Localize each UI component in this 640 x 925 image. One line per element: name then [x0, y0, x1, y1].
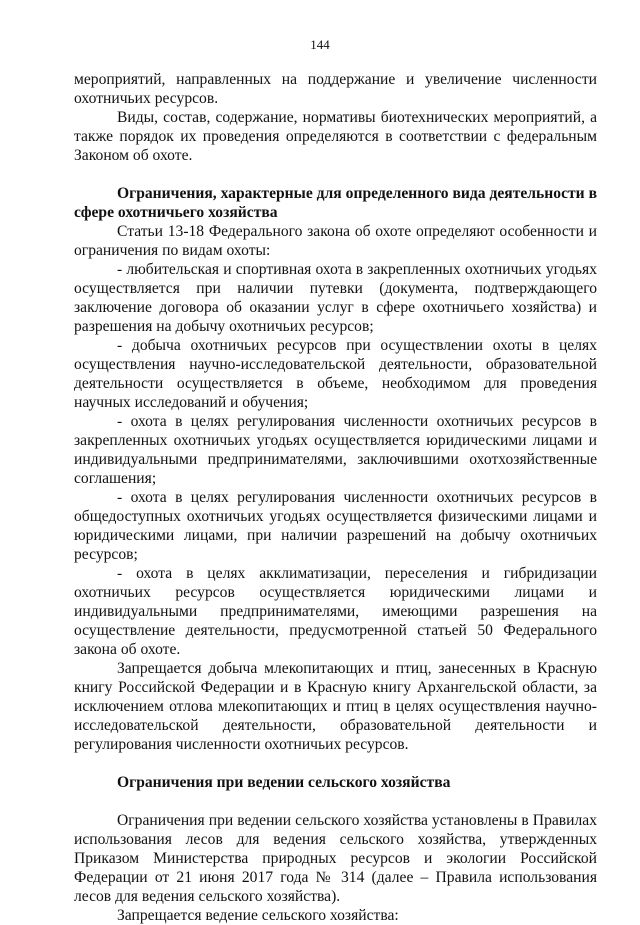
- paragraph-continuation: мероприятий, направленных на поддержание и увеличение численности охотничьих ресурсов.: [74, 71, 597, 107]
- section-heading-agriculture: Ограничения при ведении сельского хозяйства: [117, 774, 451, 791]
- list-item-amateur-hunting: - любительская и спортивная охота в закрепленных охотничьих угодьях осуществляется при наличии путевки (документа, подтверждающего заключение договора об оказании услуг в сфере охотничьего хозяйства) и разрешения на добычу охотничьих ресурсов;: [74, 261, 597, 335]
- paragraph-biotech: Виды, состав, содержание, нормативы биотехнических мероприятий, а также порядок их проведения определяются в соответствии с федеральным Законом об охоте.: [74, 109, 597, 164]
- list-item-regulation-fixed: - охота в целях регулирования численности охотничьих ресурсов в закрепленных охотничьих угодьях осуществляется юридическими лицами и индивидуальными предпринимателями, заключившими охотхозяйственные соглашения;: [74, 413, 597, 487]
- paragraph-red-book: Запрещается добыча млекопитающих и птиц, занесенных в Красную книгу Российской Федерации и в Красную книгу Архангельской области, за исключением отлова млекопитающих и птиц в целях осуществления научно-исследовательской деятельности, образовательной деятельности и регулирования численности охотничьих ресурсов.: [74, 660, 597, 753]
- list-item-research-hunting: - добыча охотничьих ресурсов при осуществлении охоты в целях осуществления научно-исследовательской деятельности, образовательной деятельности осуществляется в объеме, необходимом для проведения научных исследований и обучения;: [74, 337, 597, 411]
- page-content: [74, 70, 597, 925]
- paragraph-articles: Статьи 13-18 Федерального закона об охоте определяют особенности и ограничения по видам охоты:: [74, 223, 597, 259]
- section-heading-hunting: Ограничения, характерные для определенного вида деятельности в сфере охотничьего хозяйства: [74, 185, 597, 221]
- paragraph-agriculture-rules: Ограничения при ведении сельского хозяйства установлены в Правилах использования лесов для ведения сельского хозяйства, утвержденных Приказом Министерства природных ресурсов и экологии Российской Федерации от 21 июня 2017 года № 314 (далее – Правила использования лесов для ведения сельского хозяйства).: [74, 812, 597, 905]
- paragraph-agriculture-prohibited: Запрещается ведение сельского хозяйства:: [117, 907, 399, 924]
- list-item-regulation-public: - охота в целях регулирования численности охотничьих ресурсов в общедоступных охотничьих угодьях осуществляется физическими лицами и юридическими лицами, при наличии разрешений на добычу охотничьих ресурсов;: [74, 489, 597, 563]
- list-item-acclimatization: - охота в целях акклиматизации, переселения и гибридизации охотничьих ресурсов осуществляется юридическими лицами и индивидуальными предпринимателями, имеющими разрешения на осуществление деятельности, предусмотренной статьей 50 Федерального закона об охоте.: [74, 565, 597, 658]
- page-number: 144: [310, 37, 330, 52]
